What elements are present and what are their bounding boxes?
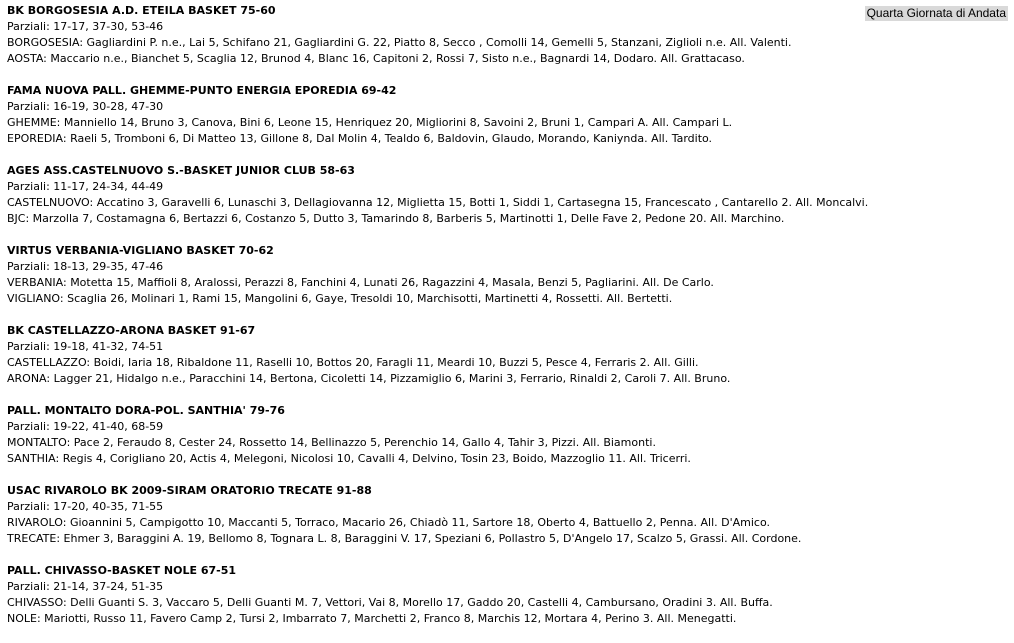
game-result (7, 3, 867, 67)
away-team-scorers: AOSTA: Maccario n.e., Bianchet 5, Scaglia 12, Brunod 4, Blanc 16, Capitoni 2, Rossi 7, Sisto n.e., Bagnardi 14, Dodaro. All. Grattacaso. (7, 52, 745, 65)
game-result (7, 243, 867, 307)
game-title: BK CASTELLAZZO-ARONA BASKET 91-67 (7, 324, 256, 337)
game-partials: Parziali: 19-18, 41-32, 74-51 (7, 340, 164, 353)
home-team-scorers: GHEMME: Manniello 14, Bruno 3, Canova, Bini 6, Leone 15, Henriquez 20, Migliorini 8, Savoini 2, Bruni 1, Campari A. All. Campari L. (7, 116, 733, 129)
game-title: PALL. CHIVASSO-BASKET NOLE 67-51 (7, 564, 236, 577)
game-result (7, 163, 867, 227)
game-title: PALL. MONTALTO DORA-POL. SANTHIA' 79-76 (7, 404, 285, 417)
game-partials: Parziali: 17-20, 40-35, 71-55 (7, 500, 164, 513)
game-partials: Parziali: 18-13, 29-35, 47-46 (7, 260, 164, 273)
game-partials: Parziali: 11-17, 24-34, 44-49 (7, 180, 164, 193)
game-result (7, 563, 867, 627)
game-partials: Parziali: 16-19, 30-28, 47-30 (7, 100, 164, 113)
away-team-scorers: NOLE: Mariotti, Russo 11, Favero Camp 2, Tursi 2, Imbarrato 7, Marchetti 2, Franco 8, Marchis 12, Mortara 4, Perino 3. All. Menegatti. (7, 612, 737, 625)
game-title: AGES ASS.CASTELNUOVO S.-BASKET JUNIOR CLUB 58-63 (7, 164, 355, 177)
game-title: VIRTUS VERBANIA-VIGLIANO BASKET 70-62 (7, 244, 274, 257)
home-team-scorers: CASTELNUOVO: Accatino 3, Garavelli 6, Lunaschi 3, Dellagiovanna 12, Miglietta 15, Botti 1, Siddi 1, Cartasegna 15, Francescato , Cantarello 2. All. Moncalvi. (7, 196, 869, 209)
game-title: BK BORGOSESIA A.D. ETEILA BASKET 75-60 (7, 4, 276, 17)
game-partials: Parziali: 17-17, 37-30, 53-46 (7, 20, 164, 33)
game-result (7, 323, 867, 387)
game-result (7, 483, 867, 547)
away-team-scorers: BJC: Marzolla 7, Costamagna 6, Bertazzi 6, Costanzo 5, Dutto 3, Tamarindo 8, Barberis 5, Martinotti 1, Delle Fave 2, Pedone 20. All. Marchino. (7, 212, 785, 225)
home-team-scorers: CHIVASSO: Delli Guanti S. 3, Vaccaro 5, Delli Guanti M. 7, Vettori, Vai 8, Morello 17, Gaddo 20, Castelli 4, Cambursano, Oradini 3. All. Buffa. (7, 596, 773, 609)
home-team-scorers: MONTALTO: Pace 2, Feraudo 8, Cester 24, Rossetto 14, Bellinazzo 5, Perenchio 14, Gallo 4, Tahir 3, Pizzi. All. Biamonti. (7, 436, 656, 449)
game-results-list (7, 3, 867, 643)
home-team-scorers: CASTELLAZZO: Boidi, Iaria 18, Ribaldone 11, Raselli 10, Bottos 20, Faragli 11, Meardi 10, Buzzi 5, Pesce 4, Ferraris 2. All. Gilli. (7, 356, 699, 369)
game-partials: Parziali: 21-14, 37-24, 51-35 (7, 580, 164, 593)
home-team-scorers: BORGOSESIA: Gagliardini P. n.e., Lai 5, Schifano 21, Gagliardini G. 22, Piatto 8, Secco , Comolli 14, Gemelli 5, Stanzani, Ziglioli n.e. All. Valenti. (7, 36, 792, 49)
away-team-scorers: SANTHIA: Regis 4, Corigliano 20, Actis 4, Melegoni, Nicolosi 10, Cavalli 4, Delvino, Tosin 23, Boido, Mazzoglio 11. All. Tricerri. (7, 452, 691, 465)
away-team-scorers: ARONA: Lagger 21, Hidalgo n.e., Paracchini 14, Bertona, Cicoletti 14, Pizzamiglio 6, Marini 3, Ferrario, Rinaldi 2, Caroli 7. All. Bruno. (7, 372, 731, 385)
game-title: USAC RIVAROLO BK 2009-SIRAM ORATORIO TRECATE 91-88 (7, 484, 372, 497)
away-team-scorers: EPOREDIA: Raeli 5, Tromboni 6, Di Matteo 13, Gillone 8, Dal Molin 4, Tealdo 6, Baldovin, Glaudo, Morando, Kaniynda. All. Tardito. (7, 132, 713, 145)
away-team-scorers: TRECATE: Ehmer 3, Baraggini A. 19, Bellomo 8, Tognara L. 8, Baraggini V. 17, Speziani 6, Pollastro 5, D'Angelo 17, Scalzo 5, Grassi. All. Cordone. (7, 532, 802, 545)
game-title: FAMA NUOVA PALL. GHEMME-PUNTO ENERGIA EPOREDIA 69-42 (7, 84, 397, 97)
game-result (7, 83, 867, 147)
game-result (7, 403, 867, 467)
home-team-scorers: VERBANIA: Motetta 15, Maffioli 8, Aralossi, Perazzi 8, Fanchini 4, Lunati 26, Ragazzini 4, Masala, Benzi 5, Pagliarini. All. De Carlo. (7, 276, 714, 289)
round-badge: Quarta Giornata di Andata (866, 6, 1006, 20)
home-team-scorers: RIVAROLO: Gioannini 5, Campigotto 10, Maccanti 5, Torraco, Macario 26, Chiadò 11, Sartore 18, Oberto 4, Battuello 2, Penna. All. D'Amico. (7, 516, 770, 529)
away-team-scorers: VIGLIANO: Scaglia 26, Molinari 1, Rami 15, Mangolini 6, Gaye, Tresoldi 10, Marchisotti, Martinetti 4, Rossetti. All. Bertetti. (7, 292, 673, 305)
game-partials: Parziali: 19-22, 41-40, 68-59 (7, 420, 164, 433)
